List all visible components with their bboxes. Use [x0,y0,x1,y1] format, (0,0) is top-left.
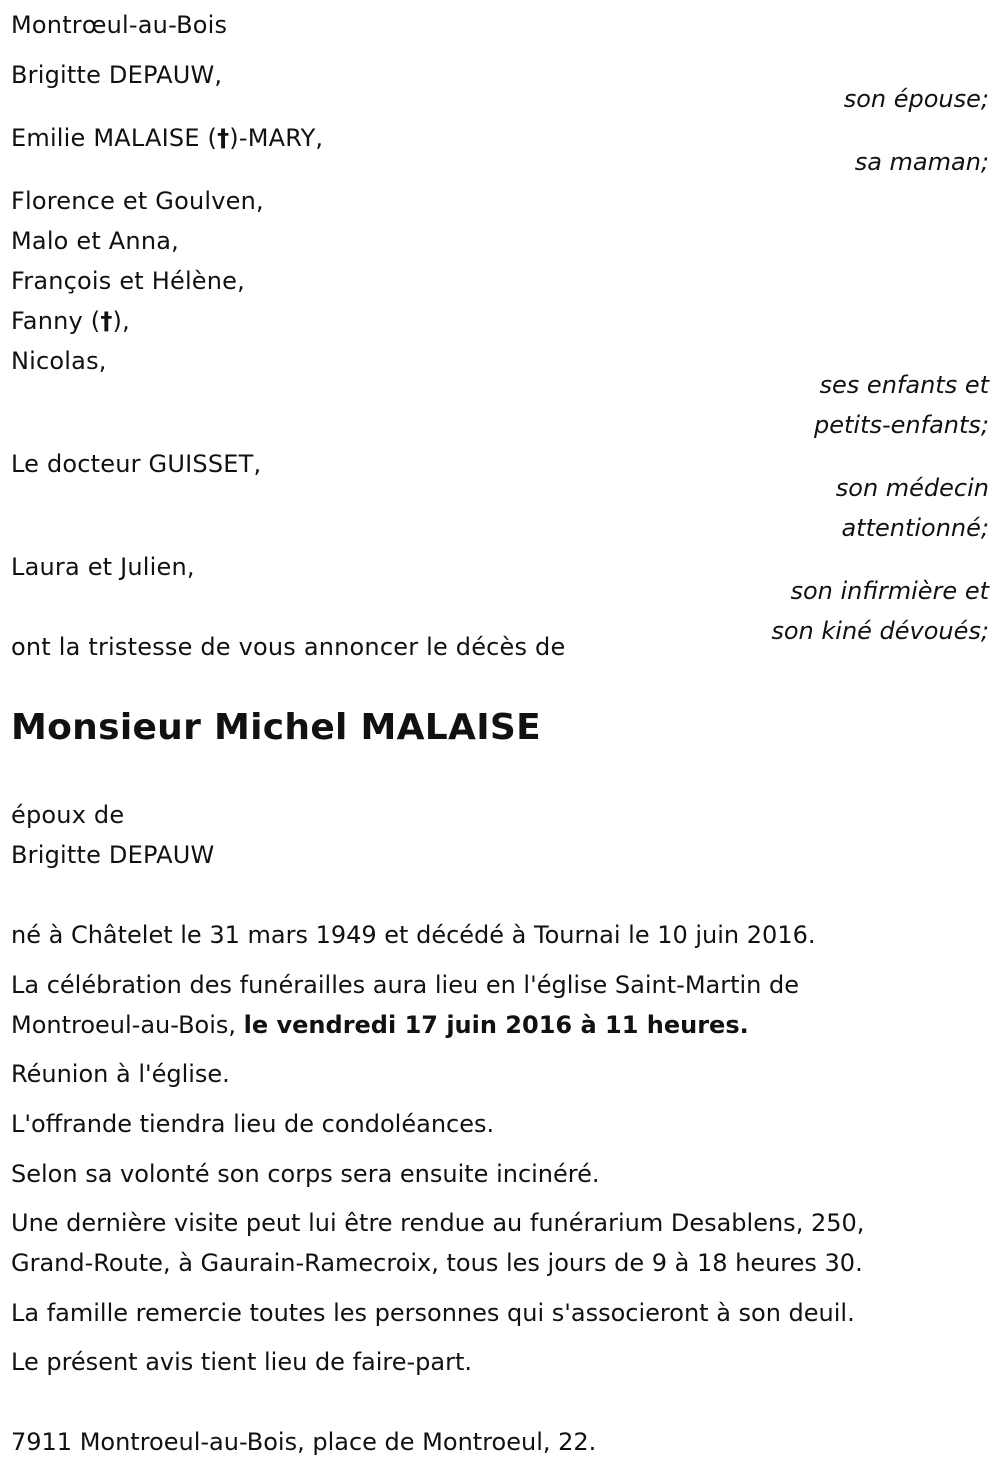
header-place: Montrœul-au-Bois [11,11,228,39]
deceased-name: Monsieur Michel MALAISE [11,707,542,748]
mourner-mother-relation: sa maman; [854,148,989,176]
footer-address: 7911 Montroeul-au-Bois, place de Montroeul, 22. [11,1428,597,1456]
birth-death-text: né à Châtelet le 31 mars 1949 et décédé à Tournai le 10 juin 2016. [11,921,816,949]
mourner-doctor-relation: attentionné; [841,514,989,542]
spouse-name: Brigitte DEPAUW [11,841,215,869]
visit-text-line2: Grand-Route, à Gaurain-Ramecroix, tous les jours de 9 à 18 heures 30. [11,1249,863,1277]
announcement-text: ont la tristesse de vous annoncer le décès de [11,633,566,661]
thanks-text: La famille remercie toutes les personnes qui s'associeront à son deuil. [11,1299,855,1327]
mourner-children-line: Florence et Goulven, [11,187,264,215]
spouse-label: époux de [11,801,125,829]
mourner-children-relation: ses enfants et [819,371,989,399]
cremation-text: Selon sa volonté son corps sera ensuite incinéré. [11,1160,600,1188]
mourner-children-line: Malo et Anna, [11,227,179,255]
mourner-spouse-name: Brigitte DEPAUW, [11,61,223,89]
ceremony-text-line2: Montroeul-au-Bois, le vendredi 17 juin 2016 à 11 heures. [11,1011,749,1039]
mourner-doctor-relation: son médecin [835,474,989,502]
mourner-children-line: François et Hélène, [11,267,245,295]
ceremony-text-line1: La célébration des funérailles aura lieu en l'église Saint-Martin de [11,971,800,999]
cross-icon: † [100,307,113,335]
visit-text-line1: Une dernière visite peut lui être rendue au funérarium Desablens, 250, [11,1209,865,1237]
mourner-doctor-name: Le docteur GUISSET, [11,450,262,478]
cross-icon: † [217,124,230,152]
mourner-children-line: Fanny (†), [11,307,130,335]
mourner-children-relation: petits-enfants; [814,411,989,439]
ceremony-date: le vendredi 17 juin 2016 à 11 heures. [243,1011,749,1039]
meeting-text: Réunion à l'église. [11,1060,230,1088]
mourner-spouse-relation: son épouse; [843,85,989,113]
mourner-children-line: Nicolas, [11,347,107,375]
mourner-nurses-relation: son kiné dévoués; [771,617,989,645]
offering-text: L'offrande tiendra lieu de condoléances. [11,1110,495,1138]
mourner-mother-name: Emilie MALAISE (†)-MARY, [11,124,324,152]
mourner-nurses-name: Laura et Julien, [11,553,195,581]
notice-text: Le présent avis tient lieu de faire-part. [11,1348,473,1376]
mourner-nurses-relation: son infirmière et [790,577,989,605]
